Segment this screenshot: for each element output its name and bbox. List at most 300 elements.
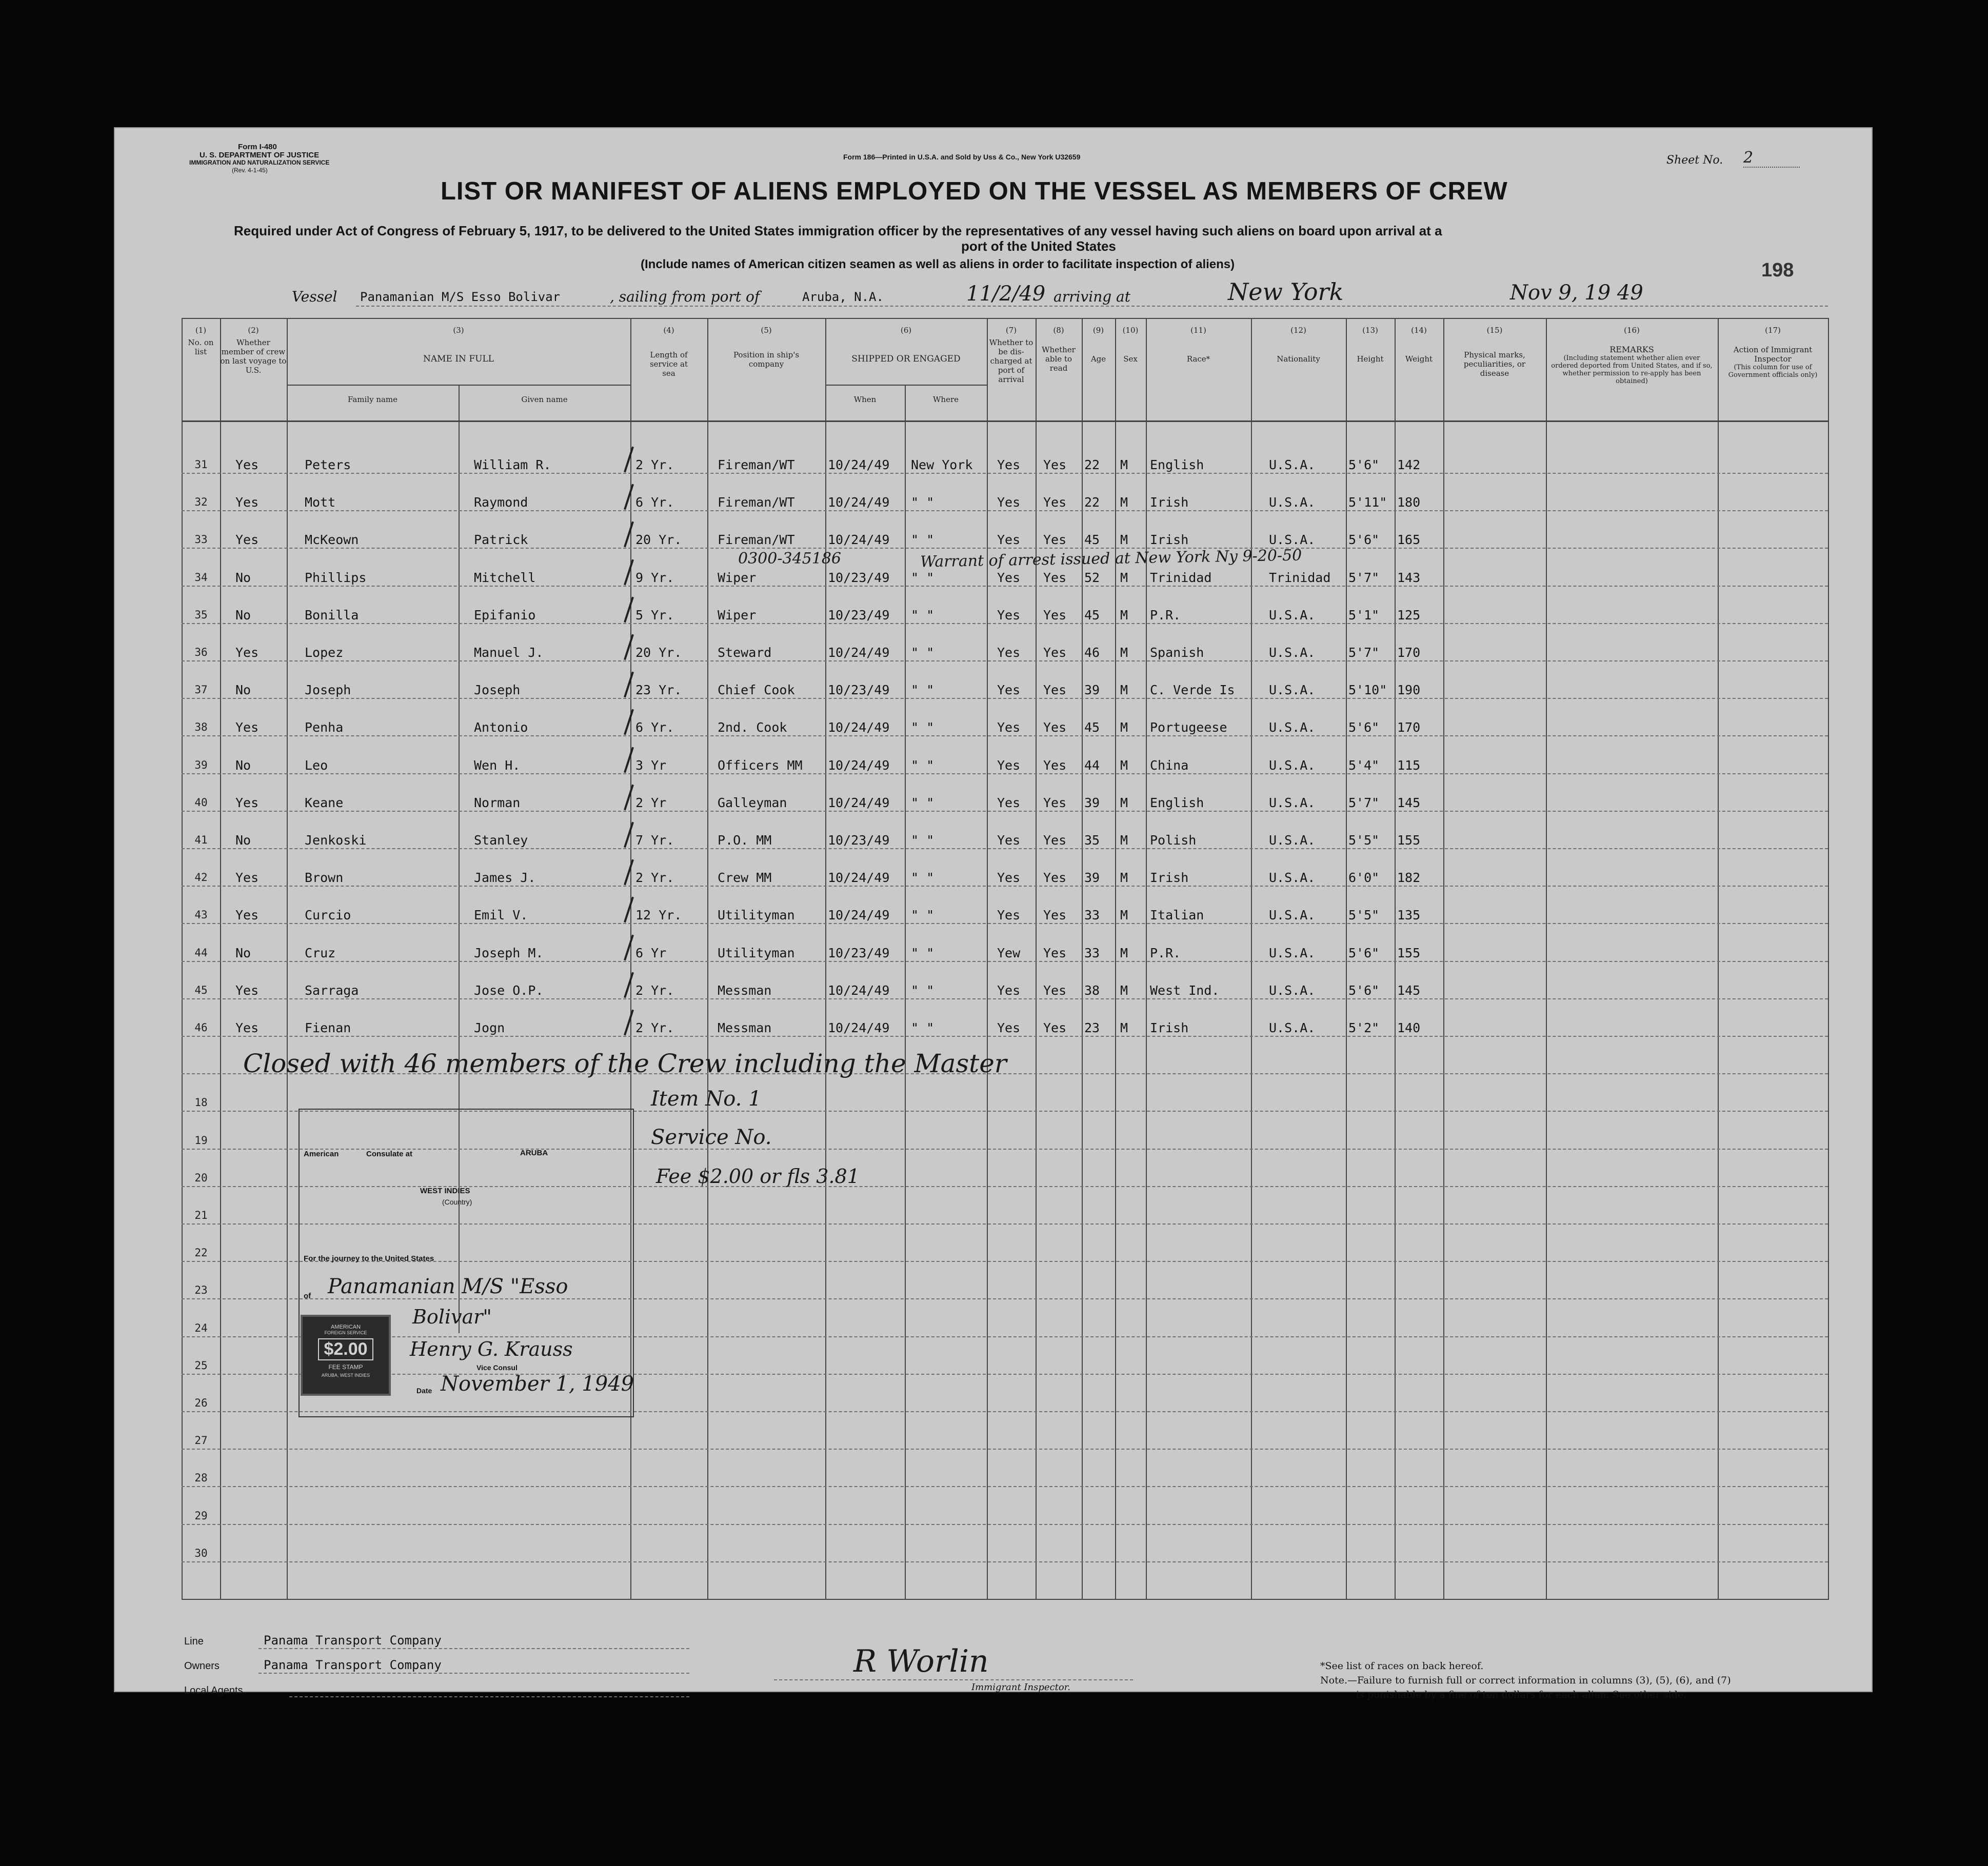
- cell-height: 5'11": [1348, 495, 1387, 510]
- cell-age: 46: [1084, 645, 1100, 660]
- cell-disch: Yes: [997, 495, 1021, 510]
- row-number: 38: [194, 721, 208, 734]
- footer-owners-underline: [259, 1673, 689, 1674]
- row-number: 29: [194, 1509, 208, 1522]
- cell-disch: Yes: [997, 982, 1021, 998]
- cell-nat: U.S.A.: [1269, 457, 1316, 472]
- cell-family: Phillips: [305, 570, 367, 585]
- cell-disch: Yew: [997, 945, 1021, 960]
- cell-nat: U.S.A.: [1269, 720, 1316, 735]
- cell-read: Yes: [1043, 607, 1067, 623]
- cell-sex: M: [1120, 495, 1128, 510]
- cell-service: 6 Yr.: [635, 720, 674, 735]
- cell-last: Yes: [235, 982, 259, 998]
- col-header-when: When: [853, 395, 877, 404]
- sailing-label: , sailing from port of: [610, 288, 760, 305]
- cell-when: 10/24/49: [828, 457, 890, 472]
- cell-when: 10/24/49: [828, 908, 890, 923]
- cell-position: 2nd. Cook: [718, 720, 787, 735]
- cell-race: Polish: [1150, 833, 1197, 848]
- consul-journey: For the journey to the United States: [304, 1254, 434, 1263]
- handwritten-warrant-note: Warrant of arrest issued at New York Ny 9-20-50: [920, 546, 1302, 571]
- cell-family: Jenkoski: [305, 833, 367, 848]
- cell-given: Antonio: [474, 720, 528, 735]
- cell-service: 6 Yr: [635, 945, 667, 960]
- cell-disch: Yes: [997, 908, 1021, 923]
- footer-agents-label: Local Agents: [184, 1685, 243, 1696]
- cell-nat: Trinidad: [1269, 570, 1331, 585]
- handwritten-code: 0300-345186: [738, 550, 842, 568]
- footer-owners-label: Owners: [184, 1660, 220, 1672]
- cell-when: 10/24/49: [828, 795, 890, 810]
- cell-given: Joseph: [474, 683, 521, 698]
- cell-weight: 145: [1397, 982, 1421, 998]
- cell-height: 5'6": [1348, 532, 1380, 548]
- col-header-15: (15) Physical marks, peculiarities, or disease: [1463, 326, 1526, 378]
- cell-read: Yes: [1043, 795, 1067, 810]
- cell-service: 2 Yr.: [635, 870, 674, 886]
- footer-owners-value: Panama Transport Company: [264, 1658, 442, 1672]
- vessel-underline: [356, 306, 1828, 307]
- cell-where: " ": [911, 720, 935, 735]
- row-number: 30: [194, 1547, 208, 1559]
- col-header-6: (6) SHIPPED OR ENGAGED: [851, 326, 961, 364]
- cell-last: No: [235, 945, 251, 960]
- cell-disch: Yes: [997, 607, 1021, 623]
- cell-nat: U.S.A.: [1269, 908, 1316, 923]
- check-mark-icon: [624, 709, 634, 735]
- cell-sex: M: [1120, 720, 1128, 735]
- cell-where: " ": [911, 757, 935, 773]
- col-header-2: (2) Whether member of crew on last voyage to U.S.: [220, 326, 287, 375]
- footer-line-label: Line: [184, 1636, 204, 1647]
- cell-weight: 190: [1397, 683, 1421, 698]
- footer-line-underline: [259, 1648, 689, 1649]
- cell-read: Yes: [1043, 532, 1067, 548]
- cell-given: Wen H.: [474, 757, 521, 773]
- cell-family: Keane: [305, 795, 344, 810]
- cell-last: Yes: [235, 532, 259, 548]
- col-header-14: (14) Weight: [1405, 326, 1433, 364]
- check-mark-icon: [624, 934, 634, 960]
- cell-service: 3 Yr: [635, 757, 667, 773]
- cell-where: " ": [911, 495, 935, 510]
- cell-nat: U.S.A.: [1269, 683, 1316, 698]
- cell-weight: 135: [1397, 908, 1421, 923]
- cell-sex: M: [1120, 683, 1128, 698]
- cell-position: Officers MM: [718, 757, 803, 773]
- cell-last: Yes: [235, 1020, 259, 1035]
- cell-weight: 155: [1397, 945, 1421, 960]
- consular-stamp-box: [299, 1109, 634, 1417]
- cell-age: 33: [1084, 945, 1100, 960]
- cell-position: Messman: [718, 982, 772, 998]
- col-header-given: Given name: [521, 395, 568, 404]
- row-rule: [182, 548, 1828, 549]
- cell-sex: M: [1120, 795, 1128, 810]
- cell-race: C. Verde Is: [1150, 683, 1235, 698]
- fine-note-2: is punishable by a fine of ten dollars for each alien. See other side.: [1356, 1689, 1687, 1700]
- cell-nat: U.S.A.: [1269, 833, 1316, 848]
- cell-family: Mott: [305, 495, 336, 510]
- cell-where: " ": [911, 795, 935, 810]
- row-number: 37: [194, 684, 208, 696]
- cell-height: 5'1": [1348, 607, 1380, 623]
- cell-service: 20 Yr.: [635, 645, 682, 660]
- cell-where: " ": [911, 870, 935, 886]
- inspector-signature: R Worlin: [853, 1643, 989, 1679]
- footer-agents-underline: [289, 1696, 689, 1697]
- cell-family: Curcio: [305, 908, 351, 923]
- cell-height: 5'5": [1348, 833, 1380, 848]
- row-number: 36: [194, 646, 208, 658]
- arriving-label: arriving at: [1053, 288, 1130, 305]
- cell-when: 10/24/49: [828, 720, 890, 735]
- col-header-5: (5) Position in ship's company: [733, 326, 800, 369]
- cell-last: Yes: [235, 720, 259, 735]
- cell-weight: 115: [1397, 757, 1421, 773]
- cell-age: 39: [1084, 683, 1100, 698]
- check-mark-icon: [624, 784, 634, 810]
- cell-when: 10/23/49: [828, 945, 890, 960]
- check-mark-icon: [624, 521, 634, 548]
- row-rule: [182, 848, 1828, 849]
- cell-service: 2 Yr.: [635, 1020, 674, 1035]
- cell-disch: Yes: [997, 645, 1021, 660]
- cell-sex: M: [1120, 908, 1128, 923]
- cell-weight: 165: [1397, 532, 1421, 548]
- cell-sex: M: [1120, 757, 1128, 773]
- cell-service: 5 Yr.: [635, 607, 674, 623]
- check-mark-icon: [624, 972, 634, 998]
- cell-position: Utilityman: [718, 945, 795, 960]
- subheader-rule: [287, 385, 630, 386]
- cell-where: " ": [911, 570, 935, 585]
- consul-vessel-hand1: Panamanian M/S "Esso: [328, 1275, 568, 1298]
- row-rule: [182, 735, 1828, 736]
- cell-position: Steward: [718, 645, 772, 660]
- inspector-label: Immigrant Inspector.: [971, 1682, 1071, 1693]
- row-rule: [182, 1561, 1828, 1562]
- consul-vessel-hand2: Bolivar": [412, 1306, 492, 1328]
- cell-last: Yes: [235, 645, 259, 660]
- arrival-date: Nov 9, 19 49: [1510, 281, 1643, 305]
- row-number: 27: [194, 1434, 208, 1447]
- check-mark-icon: [624, 897, 634, 923]
- vessel-name: Panamanian M/S Esso Bolivar: [360, 290, 561, 304]
- check-mark-icon: [624, 596, 634, 623]
- cell-disch: Yes: [997, 570, 1021, 585]
- cell-nat: U.S.A.: [1269, 870, 1316, 886]
- cell-where: " ": [911, 833, 935, 848]
- row-number: 25: [194, 1359, 208, 1372]
- cell-position: Wiper: [718, 570, 757, 585]
- form-rev: (Rev. 4-1-45): [232, 167, 268, 174]
- row-number: 45: [194, 984, 208, 996]
- service-name: IMMIGRATION AND NATURALIZATION SERVICE: [189, 159, 330, 166]
- cell-given: Jose O.P.: [474, 982, 544, 998]
- cell-weight: 180: [1397, 495, 1421, 510]
- cell-age: 22: [1084, 457, 1100, 472]
- cell-position: Fireman/WT: [718, 457, 795, 472]
- cell-where: " ": [911, 982, 935, 998]
- cell-given: Jogn: [474, 1020, 505, 1035]
- cell-last: No: [235, 833, 251, 848]
- cell-age: 33: [1084, 908, 1100, 923]
- col-header-9: (9) Age: [1090, 326, 1106, 364]
- cell-nat: U.S.A.: [1269, 532, 1316, 548]
- consul-date-label: Date: [416, 1387, 432, 1395]
- cell-given: Norman: [474, 795, 521, 810]
- cell-age: 23: [1084, 1020, 1100, 1035]
- footer-line-value: Panama Transport Company: [264, 1633, 442, 1648]
- cell-disch: Yes: [997, 1020, 1021, 1035]
- row-rule: [182, 660, 1828, 661]
- cell-weight: 182: [1397, 870, 1421, 886]
- cell-where: " ": [911, 645, 935, 660]
- col-header-8: (8) Whether able to read: [1042, 326, 1076, 373]
- cell-race: Irish: [1150, 1020, 1189, 1035]
- row-number: 43: [194, 909, 208, 921]
- row-rule: [182, 473, 1828, 474]
- row-number: 23: [194, 1284, 208, 1297]
- manifest-sheet: [114, 127, 1873, 1700]
- row-rule: [182, 698, 1828, 699]
- check-mark-icon: [624, 672, 634, 698]
- row-number: 39: [194, 758, 208, 771]
- cell-read: Yes: [1043, 1020, 1067, 1035]
- col-header-13: (13) Height: [1357, 326, 1384, 364]
- cell-where: " ": [911, 945, 935, 960]
- row-rule: [182, 773, 1828, 774]
- check-mark-icon: [624, 1010, 634, 1036]
- row-rule: [182, 1036, 1828, 1037]
- cell-read: Yes: [1043, 457, 1067, 472]
- sheet-number: 2: [1743, 149, 1800, 168]
- cell-position: Crew MM: [718, 870, 772, 886]
- cell-when: 10/24/49: [828, 982, 890, 998]
- consul-vice-consul: Vice Consul: [476, 1363, 518, 1372]
- cell-race: English: [1150, 795, 1204, 810]
- col-header-4: (4) Length of service at sea: [649, 326, 688, 378]
- table-top-rule: [182, 318, 1828, 319]
- cell-height: 5'5": [1348, 908, 1380, 923]
- cell-sex: M: [1120, 870, 1128, 886]
- col-header-10: (10) Sex: [1122, 326, 1139, 364]
- row-rule: [182, 886, 1828, 887]
- row-rule: [182, 586, 1828, 587]
- row-number: 19: [194, 1134, 208, 1147]
- row-rule: [182, 1524, 1828, 1525]
- cell-height: 6'0": [1348, 870, 1380, 886]
- cell-family: Peters: [305, 457, 351, 472]
- check-mark-icon: [624, 447, 634, 473]
- cell-position: Fireman/WT: [718, 495, 795, 510]
- form-number: Form I-480: [238, 143, 277, 151]
- cell-family: Lopez: [305, 645, 344, 660]
- cell-sex: M: [1120, 982, 1128, 998]
- cell-nat: U.S.A.: [1269, 795, 1316, 810]
- row-rule: [182, 510, 1828, 511]
- cell-service: 23 Yr.: [635, 683, 682, 698]
- cell-given: Stanley: [474, 833, 528, 848]
- subtitle-line3: (Include names of American citizen seamen as well as aliens in order to facilitate inspection of aliens): [641, 257, 1235, 271]
- cell-sex: M: [1120, 945, 1128, 960]
- consul-country: (Country): [442, 1198, 472, 1206]
- cell-last: Yes: [235, 457, 259, 472]
- cell-age: 52: [1084, 570, 1100, 585]
- cell-last: Yes: [235, 795, 259, 810]
- cell-height: 5'7": [1348, 570, 1380, 585]
- cell-last: Yes: [235, 908, 259, 923]
- row-number: 24: [194, 1321, 208, 1334]
- cell-read: Yes: [1043, 570, 1067, 585]
- port-from: Aruba, N.A.: [802, 290, 884, 304]
- cell-height: 5'7": [1348, 795, 1380, 810]
- cell-age: 45: [1084, 720, 1100, 735]
- cell-last: No: [235, 757, 251, 773]
- subheader-rule: [825, 385, 987, 386]
- cell-given: Raymond: [474, 495, 528, 510]
- cell-where: " ": [911, 1020, 935, 1035]
- vessel-label: Vessel: [292, 288, 337, 305]
- cell-sex: M: [1120, 645, 1128, 660]
- col-header-11: (11) Race*: [1186, 326, 1210, 364]
- check-mark-icon: [624, 859, 634, 886]
- races-note: *See list of races on back hereof.: [1320, 1660, 1484, 1672]
- row-number: 31: [194, 458, 208, 471]
- subtitle-line2: port of the United States: [961, 238, 1116, 254]
- cell-where: " ": [911, 908, 935, 923]
- handwritten-item-no: Item No. 1: [651, 1087, 762, 1111]
- cell-weight: 170: [1397, 720, 1421, 735]
- cell-read: Yes: [1043, 645, 1067, 660]
- cell-weight: 145: [1397, 795, 1421, 810]
- row-rule: [182, 961, 1828, 962]
- cell-read: Yes: [1043, 908, 1067, 923]
- cell-height: 5'6": [1348, 945, 1380, 960]
- row-rule: [182, 923, 1828, 924]
- cell-given: Patrick: [474, 532, 528, 548]
- port-to: New York: [1228, 278, 1344, 306]
- cell-where: " ": [911, 532, 935, 548]
- cell-nat: U.S.A.: [1269, 645, 1316, 660]
- fine-note-1: Note.—Failure to furnish full or correct information in columns (3), (5), (6), and (7): [1320, 1675, 1731, 1686]
- cell-family: Cruz: [305, 945, 336, 960]
- cell-sex: M: [1120, 570, 1128, 585]
- cell-age: 45: [1084, 607, 1100, 623]
- row-number: 28: [194, 1472, 208, 1484]
- cell-read: Yes: [1043, 495, 1067, 510]
- handwritten-fee: Fee $2.00 or fls 3.81: [656, 1165, 860, 1188]
- cell-position: Messman: [718, 1020, 772, 1035]
- cell-height: 5'7": [1348, 645, 1380, 660]
- cell-service: 20 Yr.: [635, 532, 682, 548]
- row-number: 40: [194, 796, 208, 809]
- cell-disch: Yes: [997, 795, 1021, 810]
- cell-read: Yes: [1043, 833, 1067, 848]
- col-header-3: (3) NAME IN FULL: [423, 326, 494, 364]
- cell-height: 5'10": [1348, 683, 1387, 698]
- row-rule: [182, 623, 1828, 624]
- cell-race: P.R.: [1150, 945, 1181, 960]
- cell-position: P.O. MM: [718, 833, 772, 848]
- consul-of: of: [304, 1292, 311, 1300]
- col-header-16: (16) REMARKS (Including statement whether alien ever ordered deported from United States, and if so, whether permission to re-apply has been obtained): [1551, 326, 1713, 385]
- cell-read: Yes: [1043, 982, 1067, 998]
- cell-age: 22: [1084, 495, 1100, 510]
- cell-race: P.R.: [1150, 607, 1181, 623]
- cell-when: 10/24/49: [828, 1020, 890, 1035]
- consul-signature: Henry G. Krauss: [410, 1338, 573, 1360]
- col-divider: [905, 385, 906, 1600]
- cell-nat: U.S.A.: [1269, 495, 1316, 510]
- cell-family: Leo: [305, 757, 328, 773]
- col-header-where: Where: [932, 395, 959, 404]
- row-rule: [182, 811, 1828, 812]
- cell-family: Fienan: [305, 1020, 351, 1035]
- dept-name: U. S. DEPARTMENT OF JUSTICE: [200, 151, 320, 159]
- row-number: 44: [194, 946, 208, 959]
- cell-last: Yes: [235, 495, 259, 510]
- cell-service: 9 Yr.: [635, 570, 674, 585]
- cell-sex: M: [1120, 457, 1128, 472]
- cell-read: Yes: [1043, 870, 1067, 886]
- cell-weight: 155: [1397, 833, 1421, 848]
- cell-age: 38: [1084, 982, 1100, 998]
- cell-sex: M: [1120, 607, 1128, 623]
- row-number: 34: [194, 571, 208, 584]
- cell-when: 10/23/49: [828, 607, 890, 623]
- cell-nat: U.S.A.: [1269, 945, 1316, 960]
- cell-height: 5'6": [1348, 982, 1380, 998]
- cell-disch: Yes: [997, 720, 1021, 735]
- cell-service: 2 Yr: [635, 795, 667, 810]
- check-mark-icon: [624, 559, 634, 585]
- cell-nat: U.S.A.: [1269, 757, 1316, 773]
- cell-nat: U.S.A.: [1269, 607, 1316, 623]
- cell-position: Galleyman: [718, 795, 787, 810]
- row-rule: [182, 1486, 1828, 1487]
- cell-disch: Yes: [997, 532, 1021, 548]
- cell-when: 10/23/49: [828, 683, 890, 698]
- cell-height: 5'6": [1348, 457, 1380, 472]
- subtitle-line1: Required under Act of Congress of February 5, 1917, to be delivered to the United States immigration officer by the representatives of any vessel having such aliens on board upon arrival at a: [234, 223, 1442, 238]
- cell-nat: U.S.A.: [1269, 982, 1316, 998]
- check-mark-icon: [624, 484, 634, 510]
- cell-given: Epifanio: [474, 607, 536, 623]
- cell-when: 10/23/49: [828, 570, 890, 585]
- cell-read: Yes: [1043, 945, 1067, 960]
- cell-last: Yes: [235, 870, 259, 886]
- row-number: 22: [194, 1247, 208, 1259]
- cell-when: 10/24/49: [828, 495, 890, 510]
- row-number: 41: [194, 834, 208, 846]
- check-mark-icon: [624, 634, 634, 660]
- cell-read: Yes: [1043, 720, 1067, 735]
- cell-sex: M: [1120, 833, 1128, 848]
- cell-when: 10/23/49: [828, 833, 890, 848]
- cell-given: Manuel J.: [474, 645, 544, 660]
- cell-when: 10/24/49: [828, 870, 890, 886]
- cell-height: 5'6": [1348, 720, 1380, 735]
- cell-race: English: [1150, 457, 1204, 472]
- col-header-family: Family name: [347, 395, 398, 404]
- cell-position: Utilityman: [718, 908, 795, 923]
- cell-weight: 170: [1397, 645, 1421, 660]
- cell-weight: 140: [1397, 1020, 1421, 1035]
- cell-where: " ": [911, 683, 935, 698]
